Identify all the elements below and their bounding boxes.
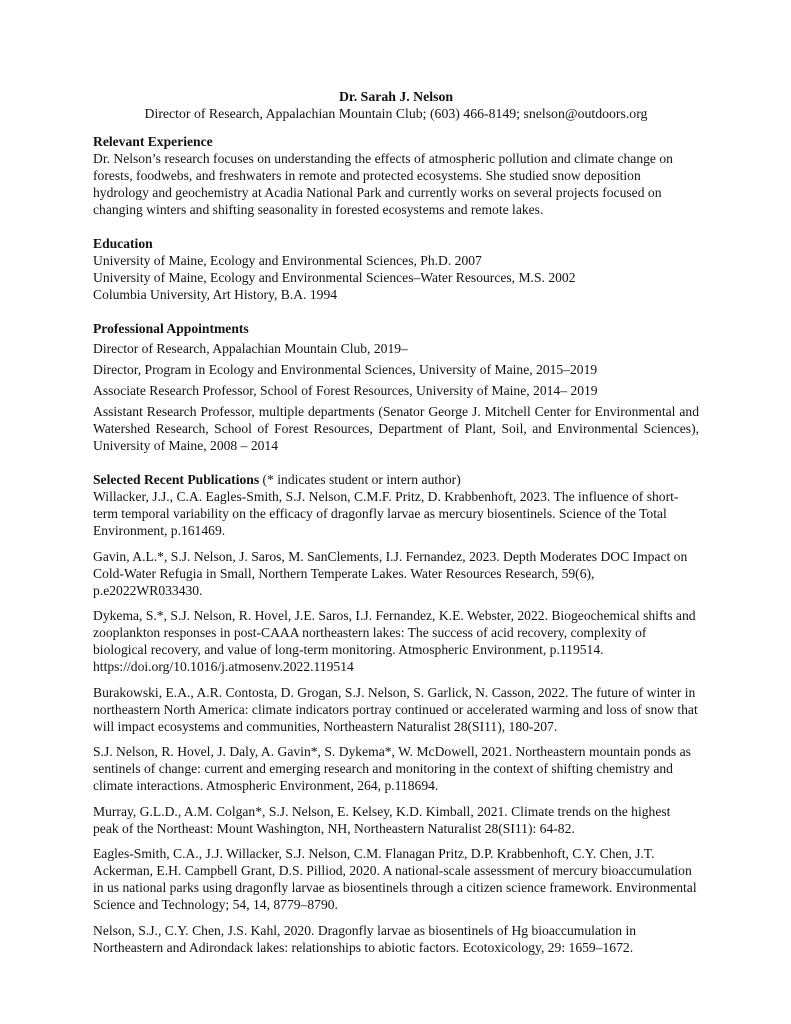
relevant-experience-heading: Relevant Experience xyxy=(93,134,213,149)
appointment-entry: Associate Research Professor, School of Forest Resources, University of Maine, 2014– 2019 xyxy=(93,383,598,398)
publication-entry: Dykema, S.*, S.J. Nelson, R. Hovel, J.E. Saros, I.J. Fernandez, K.E. Webster, 2022. Biogeochemical shifts and zooplankton responses in post-CAAA northeastern lakes: The success of acid recovery, complexity of biological recovery, and value of long-term monitoring. Atmospheric Environment, p.119514. https://doi.org/10.1016/j.atmosenv.2022.119514 xyxy=(93,608,696,674)
section-publications xyxy=(93,471,699,956)
publication-entry: Nelson, S.J., C.Y. Chen, J.S. Kahl, 2020. Dragonfly larvae as biosentinels of Hg bioaccumulation in Northeastern and Adirondack lakes: relationships to abiotic factors. Ecotoxicology, 29: 1659–1672. xyxy=(93,922,637,955)
publication-entry: Gavin, A.L.*, S.J. Nelson, J. Saros, M. SanClements, I.J. Fernandez, 2023. Depth Moderates DOC Impact on Cold-Water Refugia in Small, Northern Temperate Lakes. Water Resources Research, 59(6), p.e2022WR033430. xyxy=(93,548,688,598)
appointments-heading: Professional Appointments xyxy=(93,321,249,336)
section-education xyxy=(93,235,699,303)
publication-entry: Eagles-Smith, C.A., J.J. Willacker, S.J. Nelson, C.M. Flanagan Pritz, D.P. Krabbenhoft, C.Y. Chen, J.T. Ackerman, E.H. Campbell Grant, D.S. Pilliod, 2020. A national-scale assessment of mercury bioaccumulation in us national parks using dragonfly larvae as biosentinels through a citizen science framework. Environmental Science and Technology; 54, 14, 8779–8790. xyxy=(93,846,697,912)
document-header xyxy=(93,88,699,122)
education-entry: University of Maine, Ecology and Environmental Sciences, Ph.D. 2007 xyxy=(93,253,482,268)
publications-note: (* indicates student or intern author) xyxy=(262,472,461,487)
appointment-entry: Assistant Research Professor, multiple departments (Senator George J. Mitchell Center for Environmental and Watershed Research, School of Forest Resources, Department of Plant, Soil, and Environmental Sciences), University of Maine, 2008 – 2014 xyxy=(93,404,699,453)
publication-entry: S.J. Nelson, R. Hovel, J. Daly, A. Gavin*, S. Dykema*, W. McDowell, 2021. Northeastern mountain ponds as sentinels of change: current and emerging research and monitoring in the context of shifting chemistry and climate interactions. Atmospheric Environment, 264, p.118694. xyxy=(93,744,691,793)
section-relevant-experience xyxy=(93,133,699,218)
section-professional-appointments xyxy=(93,320,699,454)
publications-heading-line xyxy=(93,471,699,488)
education-entry: Columbia University, Art History, B.A. 1994 xyxy=(93,287,338,302)
publication-entry: Burakowski, E.A., A.R. Contosta, D. Grogan, S.J. Nelson, S. Garlick, N. Casson, 2022. The future of winter in northeastern North America: climate indicators portray continued or accelerated warming and loss of snow that will impact ecosystems and communities, Northeastern Naturalist 28(SI11), 180-207. xyxy=(93,684,698,734)
publications-heading: Selected Recent Publications xyxy=(93,472,260,487)
education-entry: University of Maine, Ecology and Environmental Sciences–Water Resources, M.S. 2002 xyxy=(93,270,576,285)
publication-entry: Murray, G.L.D., A.M. Colgan*, S.J. Nelson, E. Kelsey, K.D. Kimball, 2021. Climate trends on the highest peak of the Northeast: Mount Washington, NH, Northeastern Naturalist 28(SI11): 64-82. xyxy=(93,803,671,836)
publication-entry: Willacker, J.J., C.A. Eagles-Smith, S.J. Nelson, C.M.F. Pritz, D. Krabbenhoft, 2023. The influence of short-term temporal variability on the efficacy of dragonfly larvae as mercury biosentinels. Science of the Total Environment, p.161469. xyxy=(93,489,679,538)
page-title: Dr. Sarah J. Nelson xyxy=(338,89,454,104)
appointment-entry: Director, Program in Ecology and Environmental Sciences, University of Maine, 2015–2019 xyxy=(93,362,598,377)
education-heading: Education xyxy=(93,236,153,251)
contact-line: Director of Research, Appalachian Mountain Club; (603) 466-8149; snelson@outdoors.org xyxy=(144,106,648,121)
appointment-entry: Director of Research, Appalachian Mountain Club, 2019– xyxy=(93,341,408,356)
relevant-experience-body: Dr. Nelson’s research focuses on understanding the effects of atmospheric pollution and climate change on forests, foodwebs, and freshwaters in remote and protected ecosystems. She studied snow deposition hydrology and geochemistry at Acadia National Park and currently works on several projects focused on changing winters and shifting seasonality in forested ecosystems and remote lakes. xyxy=(93,151,673,217)
